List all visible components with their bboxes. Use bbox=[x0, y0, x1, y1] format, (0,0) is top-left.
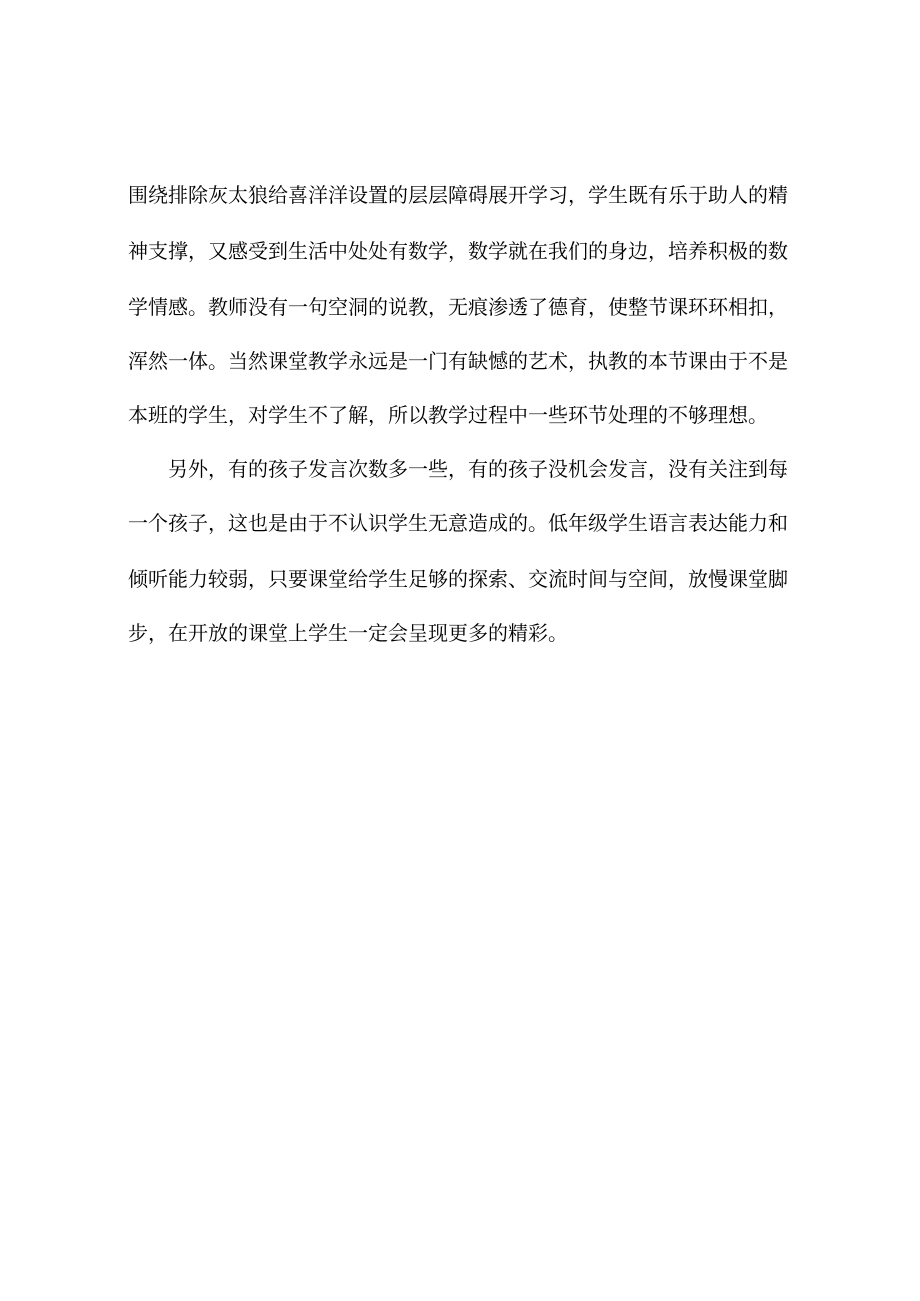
paragraph-1-line-2: 神支撑，又感受到生活中处处有数学，数学就在我们的身边，培养积极的数 bbox=[128, 239, 788, 263]
paragraph-2-line-4: 步，在开放的课堂上学生一定会呈现更多的精彩。 bbox=[128, 621, 568, 645]
paragraph-2-line-3: 倾听能力较弱，只要课堂给学生足够的探索、交流时间与空间，放慢课堂脚 bbox=[128, 567, 788, 591]
paragraph-2-line-2: 一个孩子，这也是由于不认识学生无意造成的。低年级学生语言表达能力和 bbox=[128, 511, 788, 535]
paragraph-1-line-1: 围绕排除灰太狼给喜洋洋设置的层层障碍展开学习，学生既有乐于助人的精 bbox=[128, 183, 788, 207]
paragraph-1-line-4: 浑然一体。当然课堂教学永远是一门有缺憾的艺术，执教的本节课由于不是 bbox=[128, 349, 788, 373]
paragraph-1-line-3: 学情感。教师没有一句空洞的说教，无痕渗透了德育，使整节课环环相扣， bbox=[128, 295, 788, 319]
paragraph-2-line-1: 另外，有的孩子发言次数多一些，有的孩子没机会发言，没有关注到每 bbox=[168, 457, 788, 481]
paragraph-1-line-5: 本班的学生，对学生不了解，所以教学过程中一些环节处理的不够理想。 bbox=[128, 403, 768, 427]
